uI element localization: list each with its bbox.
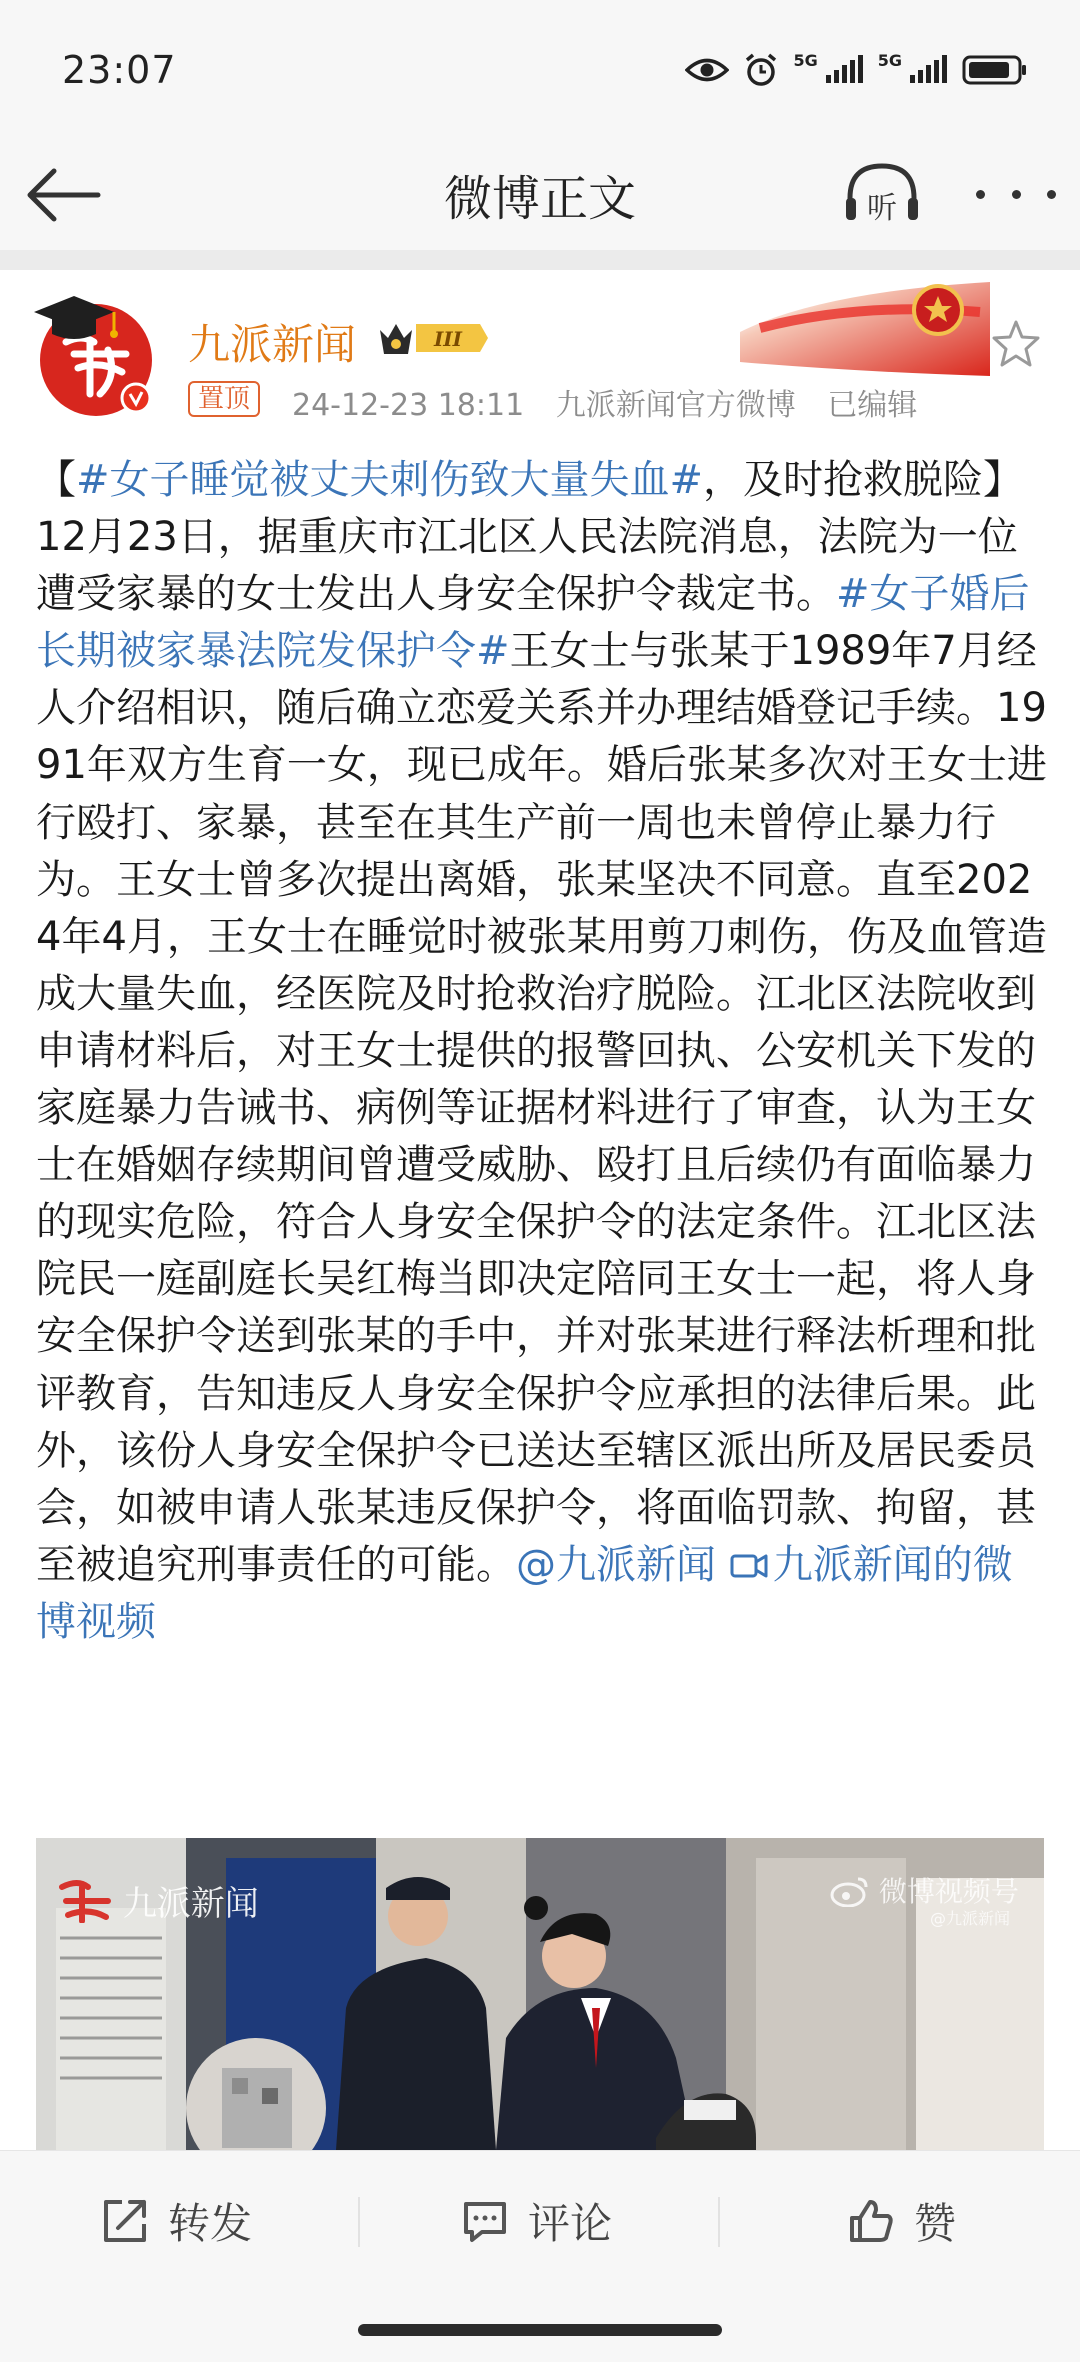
comment-button[interactable] [460, 2193, 612, 2249]
video-camera-icon [729, 1550, 769, 1580]
action-bar [0, 2150, 1080, 2290]
signal-icon [824, 55, 864, 85]
status-icons [685, 50, 1028, 90]
comment-label: 评论 [528, 2199, 613, 2248]
signal-2-label: 5G [877, 50, 902, 70]
page-title: 微博正文 [443, 171, 636, 227]
post-source: 九派新闻官方微博 [555, 388, 796, 423]
comment-icon [460, 2196, 510, 2246]
avatar[interactable] [30, 290, 158, 418]
listen-label: 听 [867, 191, 897, 226]
jiupai-logo-icon [58, 1877, 112, 1923]
signal-1-label: 5G [793, 50, 818, 70]
battery-icon [962, 54, 1028, 86]
video-watermark-text: 微博视频号 [878, 1875, 1019, 1908]
more-button[interactable] [976, 174, 1056, 214]
video-watermark [830, 1870, 1019, 1910]
repost-icon [100, 2196, 150, 2246]
like-button[interactable] [846, 2193, 956, 2249]
more-dot [1047, 190, 1056, 199]
vip-level: III [433, 327, 463, 351]
action-separator [358, 2197, 360, 2247]
status-time: 23:07 [62, 48, 177, 92]
hashtag-link[interactable]: #女子婚后长期被家暴法院发保护令# [36, 571, 1030, 675]
author-name[interactable]: 九派新闻 [188, 320, 357, 369]
repost-button[interactable] [100, 2193, 252, 2249]
more-dot [976, 190, 985, 199]
section-divider [0, 250, 1080, 270]
listen-button[interactable] [842, 156, 922, 236]
home-indicator-area [0, 2290, 1080, 2362]
eye-icon [685, 55, 729, 85]
action-separator [718, 2197, 720, 2247]
mention-link[interactable]: @九派新闻 [516, 1541, 716, 1588]
signal-icon [908, 55, 948, 85]
weibo-icon [830, 1875, 870, 1907]
post-text: ，及时抢救脱险】12月23日，据重庆市江北区人民法院消息，法院为一位遭受家暴的女士发出人身安全保护令裁定书。 [36, 457, 1024, 618]
home-indicator[interactable] [358, 2324, 722, 2336]
star-icon[interactable] [990, 318, 1042, 370]
video-link-label: 九派新闻的微博视频 [36, 1541, 1013, 1645]
post-time: 24-12-23 18:11 [292, 388, 525, 423]
text-bracket: 【 [36, 457, 76, 503]
thumbs-up-icon [846, 2196, 896, 2246]
post-meta [292, 380, 939, 424]
like-label: 赞 [914, 2199, 957, 2248]
vip-badge [376, 316, 490, 360]
hashtag-link[interactable]: #女子睡觉被丈夫刺伤致大量失血# [76, 457, 704, 503]
headphones-icon [842, 156, 922, 236]
promo-banner[interactable] [740, 272, 990, 376]
more-dot [1012, 190, 1021, 199]
video-logo-text: 九派新闻 [122, 1884, 259, 1924]
post-edited[interactable]: 已编辑 [827, 388, 918, 423]
post-body [36, 452, 1048, 1651]
status-bar [0, 0, 1080, 140]
video-watermark-sub: @九派新闻 [930, 1909, 1011, 1928]
alarm-icon [743, 52, 779, 88]
nav-bar [0, 140, 1080, 250]
pin-badge: 置顶 [188, 381, 260, 417]
repost-label: 转发 [168, 2199, 253, 2248]
video-logo [58, 1876, 259, 1925]
post-text: 王女士与张某于1989年7月经人介绍相识，随后确立恋爱关系并办理结婚登记手续。1991年双方生育一女，现已成年。婚后张某多次对王女士进行殴打、家暴，甚至在其生产前一周也未曾停止暴力行为。王女士曾多次提出离婚，张某坚决不同意。直至2024年4月，王女士在睡觉时被张某用剪刀刺伤，伤及血管造成大量失血，经医院及时抢救治疗脱险。江北区法院收到申请材料后，对王女士提供的报警回执、公安机关下发的家庭暴力告诫书、病例等证据材料进行了审查，认为王女士在婚姻存续期间曾遭受威胁、殴打且后续仍有面临暴力的现实危险，符合人身安全保护令的法定条件。江北区法院民一庭副庭长吴红梅当即决定陪同王女士一起，将人身安全保护令送到张某的手中，并对张某进行释法析理和批评教育，告知违反人身安全保护令应承担的法律后果。此外，该份人身安全保护令已送达至辖区派出所及居民委员会，如被申请人张某违反保护令，将面临罚款、拘留，甚至被追究刑事责任的可能。 [36, 628, 1047, 1588]
